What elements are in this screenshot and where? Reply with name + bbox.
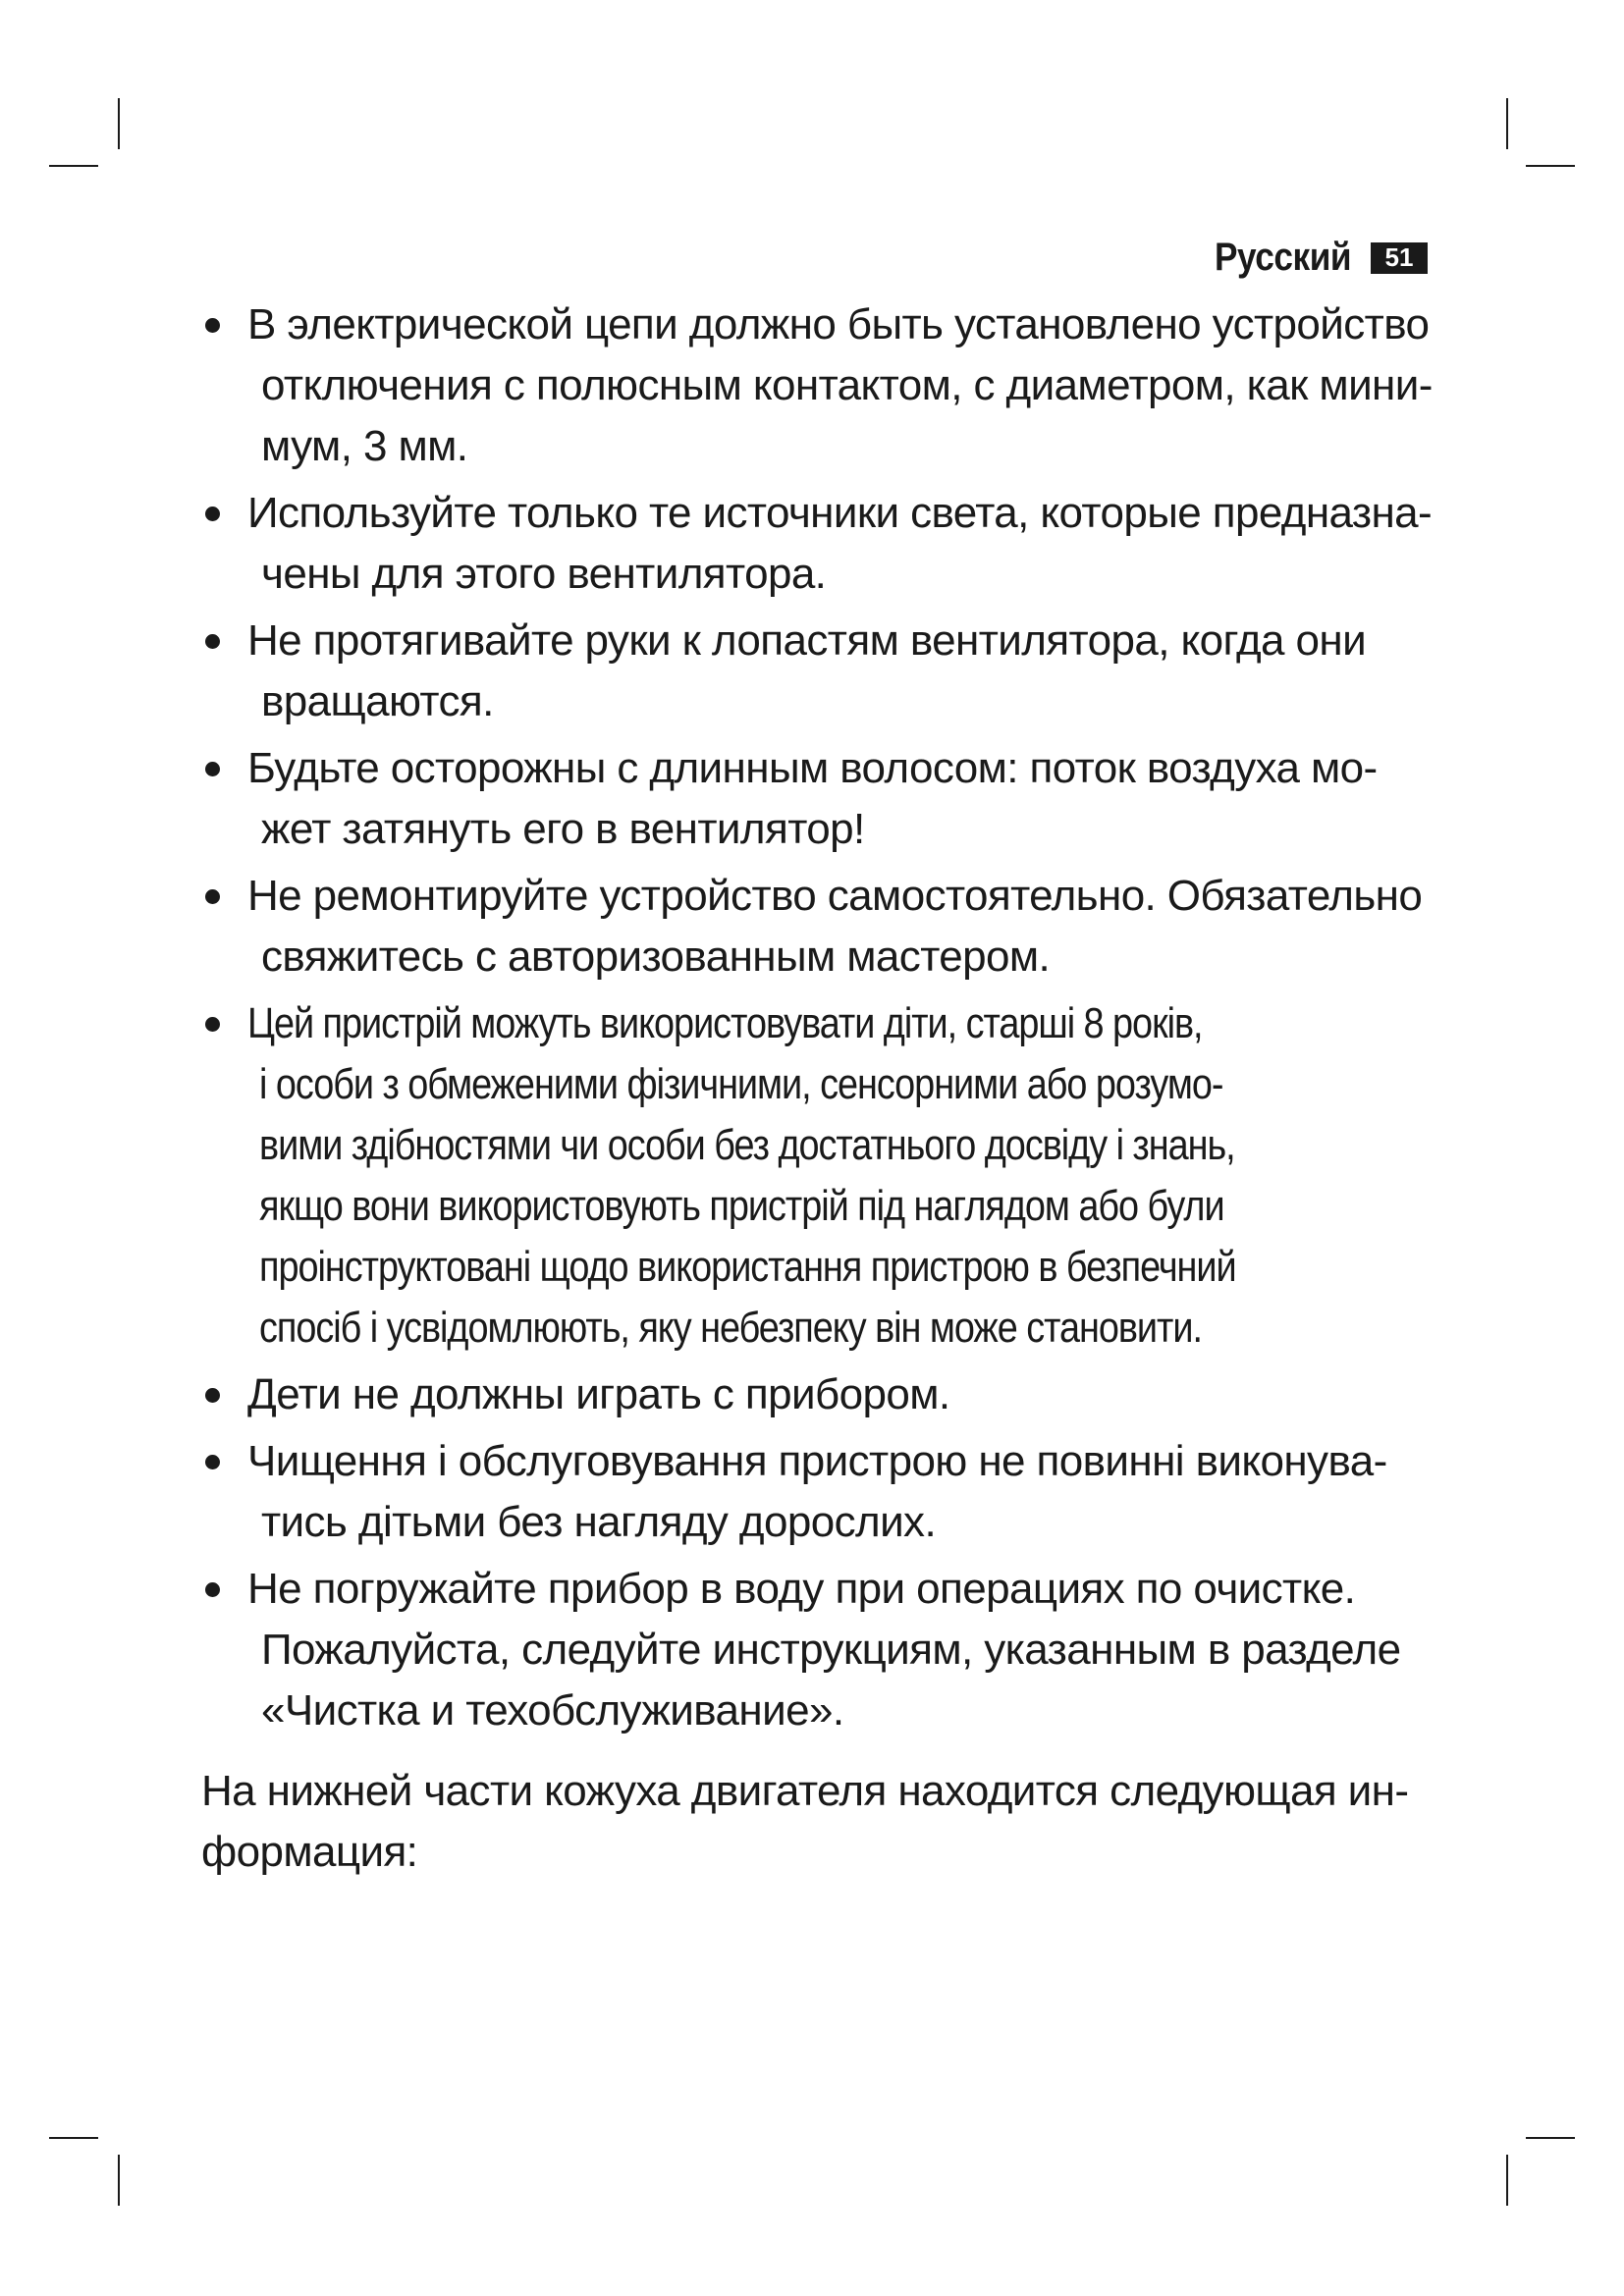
crop-mark-top-left-horizontal bbox=[49, 165, 98, 167]
page-header bbox=[1196, 236, 1428, 280]
bullet-dot-icon bbox=[205, 1455, 220, 1469]
bullet-line: Дети не должны играть с прибором. bbox=[247, 1370, 950, 1418]
bullet-item bbox=[201, 1364, 1429, 1425]
bullet-item bbox=[201, 1559, 1429, 1741]
bullet-dot-icon bbox=[205, 1582, 220, 1597]
safety-bullet-list bbox=[201, 294, 1433, 1741]
bullet-dot-icon bbox=[205, 634, 220, 649]
bullet-item-ukrainian bbox=[201, 993, 1429, 1359]
bullet-line: Не протягивайте руки к лопастям вентилятора, когда они bbox=[247, 616, 1367, 665]
bullet-line: вращаются. bbox=[261, 677, 494, 725]
bullet-line: свяжитесь с авторизованным мастером. bbox=[261, 933, 1051, 981]
crop-mark-top-right-vertical bbox=[1506, 98, 1508, 149]
bullet-item bbox=[201, 483, 1433, 605]
crop-mark-bottom-left-horizontal bbox=[49, 2137, 98, 2139]
crop-mark-bottom-left-vertical bbox=[118, 2155, 120, 2206]
closing-paragraph bbox=[201, 1761, 1429, 1883]
bullet-line: Чищення і обслуговування пристрою не повинні виконува- bbox=[247, 1437, 1387, 1485]
crop-mark-bottom-right-vertical bbox=[1506, 2155, 1508, 2206]
bullet-dot-icon bbox=[205, 318, 220, 333]
bullet-item bbox=[201, 738, 1429, 860]
bullet-dot-icon bbox=[205, 762, 220, 776]
bullet-dot-icon bbox=[205, 889, 220, 904]
bullet-dot-icon bbox=[205, 1017, 220, 1032]
bullet-item bbox=[201, 611, 1429, 732]
paragraph-line: формация: bbox=[201, 1828, 418, 1876]
bullet-line: чены для этого вентилятора. bbox=[261, 550, 827, 598]
bullet-line: Пожалуйста, следуйте инструкциям, указанным в разделе bbox=[261, 1626, 1401, 1674]
bullet-line: Будьте осторожны с длинным волосом: поток воздуха мо- bbox=[247, 744, 1378, 792]
bullet-line: отключения с полюсным контактом, с диаметром, как мини- bbox=[261, 361, 1433, 409]
bullet-item bbox=[201, 294, 1433, 477]
bullet-dot-icon bbox=[205, 1388, 220, 1403]
bullet-line: Используйте только те источники света, которые предназна- bbox=[247, 489, 1433, 537]
bullet-line: якщо вони використовують пристрій під наглядом або були bbox=[259, 1182, 1224, 1230]
bullet-line: В электрической цепи должно быть установлено устройство bbox=[247, 300, 1430, 348]
crop-mark-bottom-right-horizontal bbox=[1526, 2137, 1575, 2139]
bullet-item bbox=[201, 1431, 1429, 1553]
bullet-line: тись дітьми без нагляду дорослих. bbox=[261, 1498, 937, 1546]
bullet-line: вими здібностями чи особи без достатнього досвіду і знань, bbox=[259, 1121, 1235, 1169]
crop-mark-top-right-horizontal bbox=[1526, 165, 1575, 167]
bullet-line: проінструктовані щодо використання пристрою в безпечний bbox=[259, 1243, 1236, 1291]
bullet-line: спосіб і усвідомлюють, яку небезпеку він може становити. bbox=[259, 1304, 1202, 1352]
crop-mark-top-left-vertical bbox=[118, 98, 120, 149]
bullet-line: жет затянуть его в вентилятор! bbox=[261, 805, 865, 853]
bullet-dot-icon bbox=[205, 507, 220, 521]
bullet-line: Цей пристрій можуть використовувати діти, старші 8 років, bbox=[247, 999, 1203, 1047]
language-label: Русский bbox=[1214, 236, 1351, 279]
bullet-line: і особи з обмеженими фізичними, сенсорними або розумо- bbox=[259, 1060, 1223, 1108]
bullet-line: Не погружайте прибор в воду при операциях по очистке. bbox=[247, 1565, 1356, 1613]
bullet-line: мум, 3 мм. bbox=[261, 422, 468, 470]
page-content bbox=[201, 294, 1433, 1926]
bullet-item bbox=[201, 866, 1429, 988]
page-number-badge: 51 bbox=[1371, 242, 1428, 274]
paragraph-line: На нижней части кожуха двигателя находится следующая ин- bbox=[201, 1767, 1409, 1815]
bullet-line: Не ремонтируйте устройство самостоятельно. Обязательно bbox=[247, 872, 1423, 920]
bullet-line: «Чистка и техобслуживание». bbox=[261, 1686, 844, 1735]
